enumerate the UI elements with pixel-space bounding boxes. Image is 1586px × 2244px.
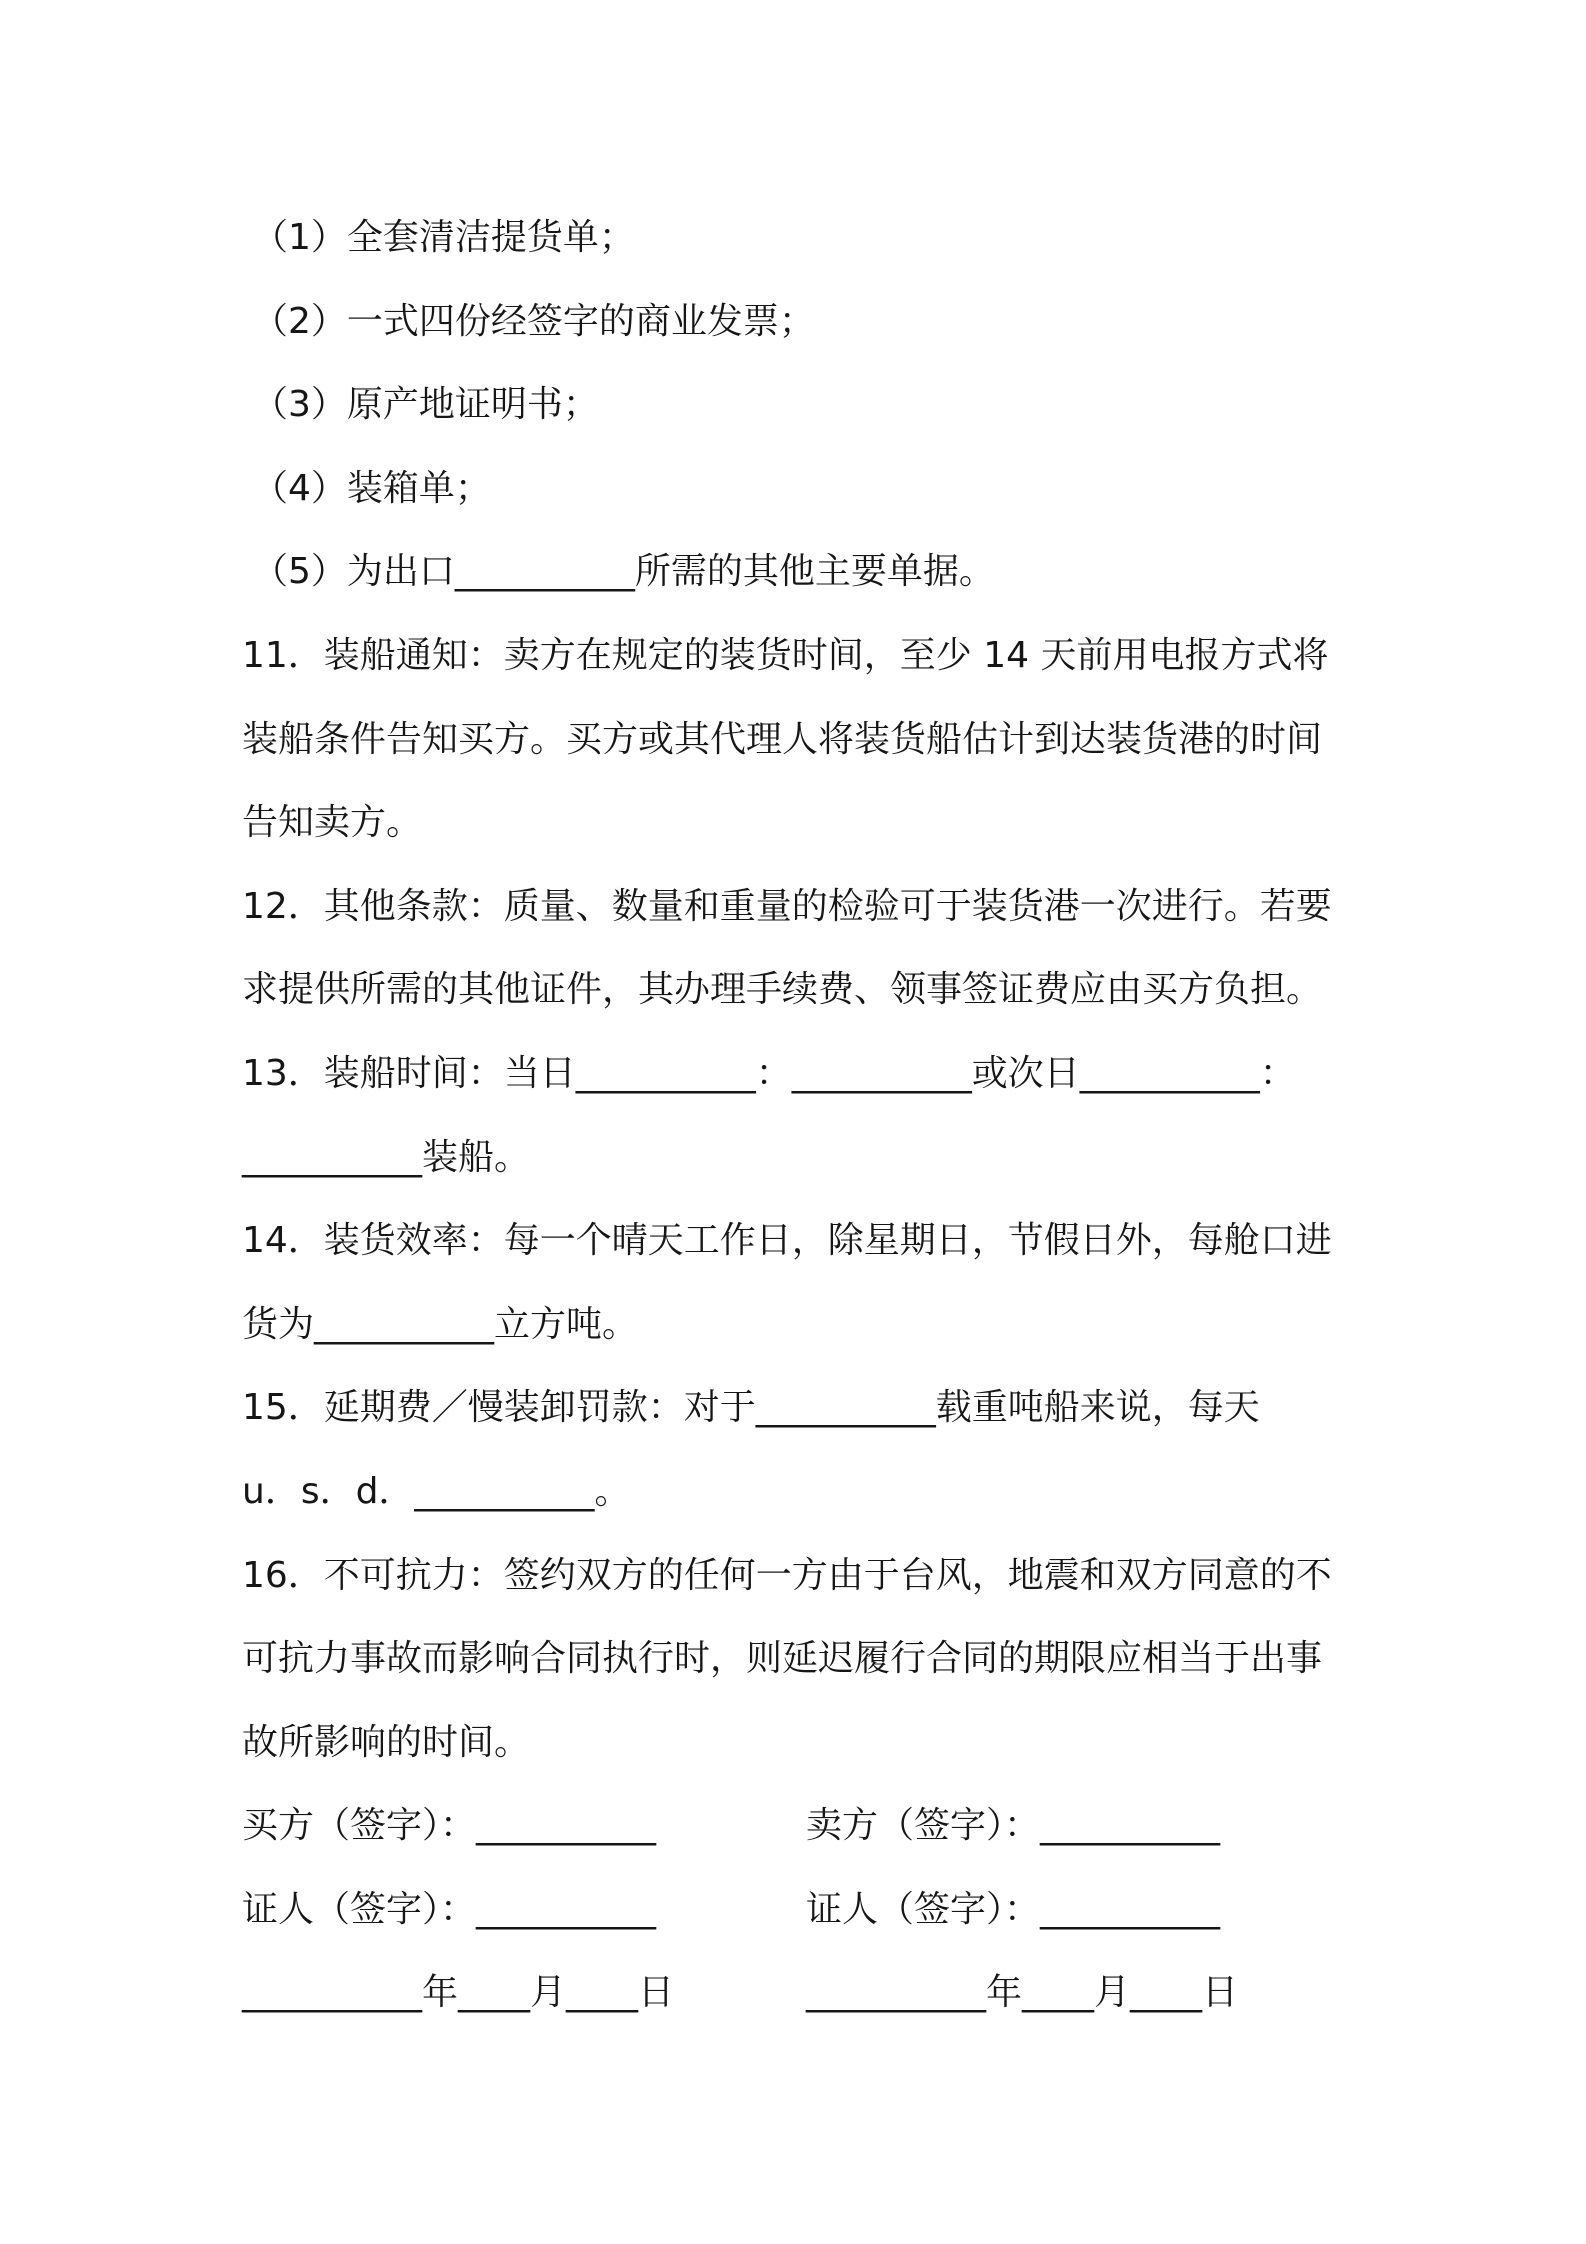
clause-15-line-1: 15．延期费／慢装卸罚款：对于__________载重吨船来说，每天 [242,1387,1260,1429]
clause-11-line-1: 11．装船通知：卖方在规定的装货时间，至少 14 天前用电报方式将 [242,634,1329,676]
clause-16-line-2: 可抗力事故而影响合同执行时，则延迟履行合同的期限应相当于出事 [242,1638,1323,1680]
clause-12-line-1: 12．其他条款：质量、数量和重量的检验可于装货港一次进行。若要 [242,885,1332,927]
date-right: __________年____月____日 [806,1972,1238,2014]
witness-row [242,1868,1362,1952]
document-item-1: （1）全套清洁提货单； [252,217,635,258]
seller-signature: 卖方（签字）：__________ [806,1805,1221,1847]
witness-left-signature: 证人（签字）：__________ [242,1888,657,1930]
clause-13-line-1: 13．装船时间：当日__________：__________或次日__________： [242,1052,1296,1094]
clause-11-line-3: 告知卖方。 [242,802,423,844]
witness-right-signature: 证人（签字）：__________ [806,1888,1221,1930]
contract-body [242,196,1362,2035]
date-left: __________年____月____日 [242,1972,674,2014]
document-item-5: （5）为出口__________所需的其他主要单据。 [252,551,995,593]
clause-13-line-2: __________装船。 [242,1136,531,1178]
clause-12-line-2: 求提供所需的其他证件，其办理手续费、领事签证费应由买方负担。 [242,969,1323,1011]
clause-16-line-3: 故所影响的时间。 [242,1721,531,1763]
clause-14-line-2: 货为__________立方吨。 [242,1303,639,1345]
signature-row [242,1784,1362,1868]
buyer-signature: 买方（签字）：__________ [242,1805,657,1847]
clause-14-line-1: 14．装货效率：每一个晴天工作日，除星期日，节假日外，每舱口进 [242,1220,1332,1262]
document-item-2: （2）一式四份经签字的商业发票； [252,300,815,342]
clause-15-line-2: u．s．d．__________。 [242,1470,631,1512]
document-item-3: （3）原产地证明书； [252,384,599,426]
clause-16-line-1: 16．不可抗力：签约双方的任何一方由于台风，地震和双方同意的不 [242,1554,1332,1596]
document-item-4: （4）装箱单； [252,467,491,509]
clause-11-line-2: 装船条件告知买方。买方或其代理人将装货船估计到达装货港的时间 [242,718,1323,760]
date-row [242,1951,1362,2035]
